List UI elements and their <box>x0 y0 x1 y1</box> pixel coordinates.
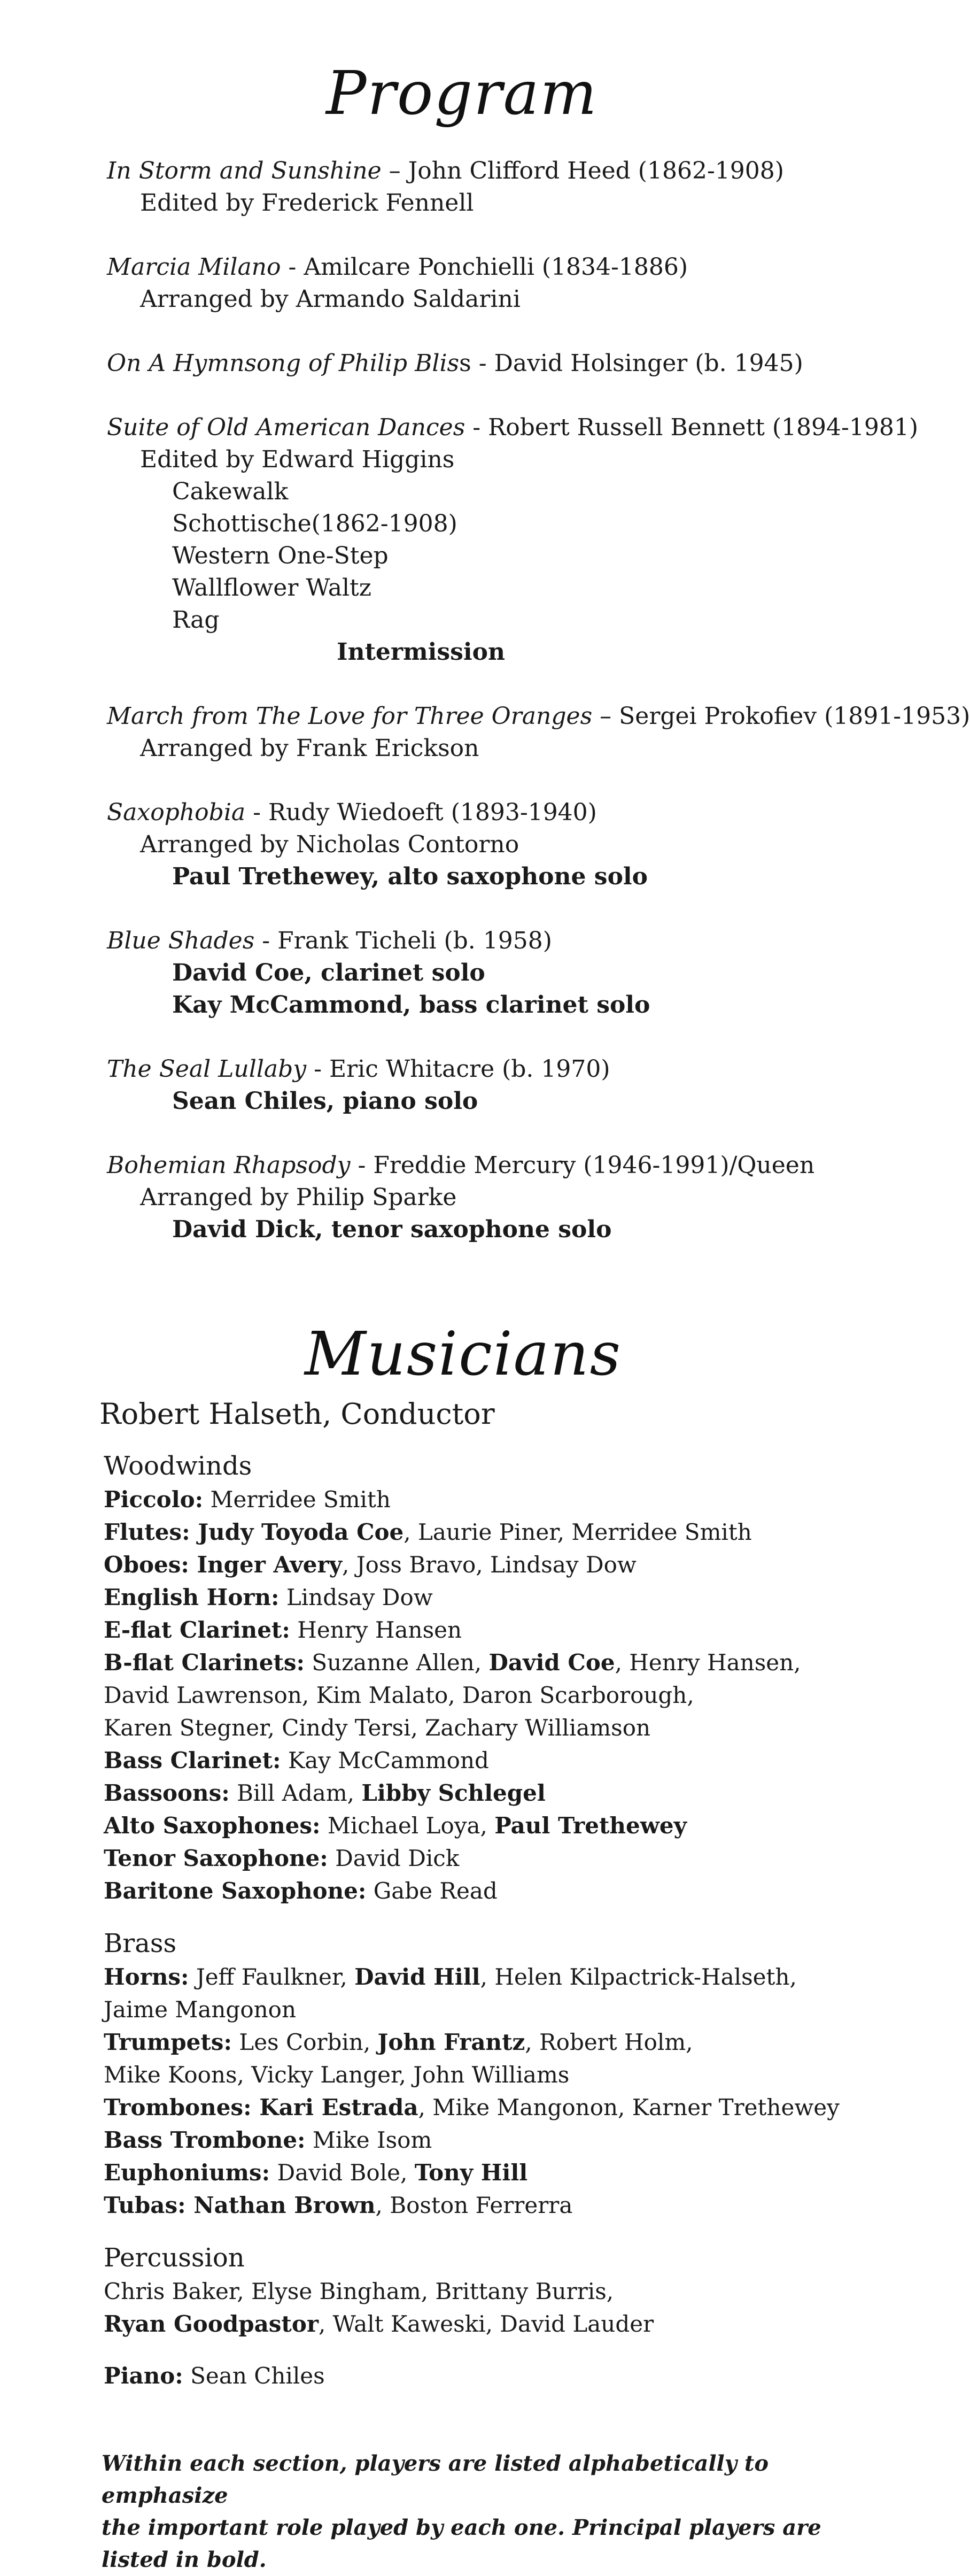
section-heading: Woodwinds <box>104 1451 252 1481</box>
principal-text: Piccolo: <box>104 1486 204 1513</box>
musician-line <box>104 1961 858 1993</box>
player-text: Karen Stegner, Cindy Tersi, Zachary Williamson <box>104 1715 651 1741</box>
player-text: Les Corbin, <box>231 2029 378 2055</box>
piece-movement: Wallflower Waltz <box>172 574 371 601</box>
piece-credit: Arranged by Philip Sparke <box>140 1184 457 1211</box>
principal-text: Bass Trombone: <box>104 2127 306 2153</box>
musician-section <box>99 2241 858 2340</box>
piece-soloist: Kay McCammond, bass clarinet solo <box>172 991 650 1019</box>
piece-soloist: Sean Chiles, piano solo <box>172 1088 478 1115</box>
piece-title-suffix: s <box>459 350 471 377</box>
piece-movement: Schottische(1862-1908) <box>172 510 457 537</box>
piece-title: Blue Shades <box>107 927 255 954</box>
player-text: Merridee Smith <box>203 1486 391 1513</box>
principal-text: English Horn: <box>104 1584 280 1610</box>
piece-title: Bohemian Rhapsody <box>107 1152 351 1179</box>
piece-title: Marcia Milano <box>107 253 281 281</box>
principal-text: Ryan Goodpastor <box>104 2311 319 2337</box>
musician-section <box>99 1449 858 1907</box>
intermission-label: Intermission <box>337 638 505 666</box>
player-text: Mike Isom <box>305 2127 432 2153</box>
player-text: Lindsay Dow <box>279 1584 433 1610</box>
piece-separator: - <box>306 1055 329 1083</box>
piece-separator: - <box>254 927 278 954</box>
player-text: , Helen Kilpactrick-Halseth, <box>480 1964 797 1990</box>
piece-separator: - <box>281 253 304 281</box>
piece-composer: Frank Ticheli (b. 1958) <box>277 927 552 954</box>
program-piece <box>107 1053 855 1117</box>
principal-text: Alto Saxophones: <box>104 1813 321 1839</box>
piece-composer: Rudy Wiedoeft (1893-1940) <box>268 799 597 826</box>
musician-line <box>104 2058 858 2091</box>
principal-text: Trumpets: <box>104 2029 232 2055</box>
program-piece <box>107 700 970 765</box>
musician-line <box>104 1581 858 1614</box>
principal-text: Tenor Saxophone: <box>104 1845 328 1871</box>
player-text: , Laurie Piner, Merridee Smith <box>403 1519 752 1545</box>
principal-text: Baritone Saxophone: <box>104 1878 367 1904</box>
sections <box>99 1449 858 2392</box>
principal-text: David Coe <box>488 1649 615 1676</box>
principal-text: Tubas: Nathan Brown <box>104 2192 376 2218</box>
principal-text: Trombones: Kari Estrada <box>104 2094 418 2120</box>
program-piece <box>107 348 855 380</box>
musicians-heading: Musicians <box>305 1320 622 1389</box>
program-heading: Program <box>326 59 598 128</box>
musician-line <box>104 1614 858 1646</box>
piece-title: The Seal Lullaby <box>107 1055 307 1083</box>
player-text: Henry Hansen <box>290 1617 462 1643</box>
musician-line <box>104 2156 858 2189</box>
piece-heading <box>107 412 919 444</box>
musician-line <box>104 1483 858 1516</box>
musician-line <box>104 2091 858 2124</box>
piece-credit: Arranged by Armando Saldarini <box>140 286 521 313</box>
section-heading: Brass <box>104 1929 177 1958</box>
piece-heading <box>107 925 855 957</box>
musician-line <box>104 1711 858 1744</box>
piece-credit: Arranged by Frank Erickson <box>140 735 479 762</box>
player-text: Chris Baker, Elyse Bingham, Brittany Burris, <box>104 2278 614 2304</box>
piece-title: March from The Love for Three Oranges <box>107 703 593 730</box>
musician-line <box>104 1646 858 1679</box>
piece-credit: Edited by Edward Higgins <box>140 446 455 473</box>
program-piece <box>107 155 855 219</box>
piece-title: On A Hymnsong of Philip Blis <box>107 350 460 377</box>
musician-line <box>104 1516 858 1548</box>
player-text: David Dick <box>328 1845 460 1871</box>
note-line: Within each section, players are listed alphabetically to emphasize <box>102 2451 769 2508</box>
principal-text: Euphoniums: <box>104 2159 270 2186</box>
piece-heading <box>107 348 855 380</box>
program-list <box>107 155 970 1278</box>
principal-text: David Hill <box>354 1964 480 1990</box>
principal-text: Piano: <box>104 2363 183 2389</box>
program-piece <box>107 797 855 893</box>
program-piece <box>107 925 855 1021</box>
principal-text: Flutes: Judy Toyoda Coe <box>104 1519 404 1545</box>
conductor: Robert Halseth, Conductor <box>99 1397 495 1431</box>
player-text: Jeff Faulkner, <box>189 1964 355 1990</box>
musician-line <box>104 1842 858 1875</box>
piece-separator: - <box>245 799 268 826</box>
musicians-list <box>99 1395 858 2411</box>
principal-text: Horns: <box>104 1964 189 1990</box>
piece-soloist: David Coe, clarinet solo <box>172 959 485 986</box>
piece-title: Saxophobia <box>107 799 246 826</box>
player-text: Bill Adam, <box>229 1780 362 1806</box>
musician-section <box>99 1926 858 2222</box>
piece-separator: – <box>592 703 619 730</box>
piece-movement: Rag <box>172 606 220 634</box>
musician-line <box>104 2308 858 2340</box>
principal-text: Bassoons: <box>104 1780 230 1806</box>
note-line: the important role played by each one. Principal players are listed in bold. <box>102 2515 821 2572</box>
piece-heading <box>107 251 855 283</box>
piece-title: In Storm and Sunshine <box>107 157 382 184</box>
musician-line <box>104 2124 858 2156</box>
player-text: Gabe Read <box>366 1878 498 1904</box>
player-text: David Lawrenson, Kim Malato, Daron Scarborough, <box>104 1682 694 1708</box>
principal-text: B-flat Clarinets: <box>104 1649 305 1676</box>
player-text: Kay McCammond <box>281 1747 489 1773</box>
principal-text: Oboes: Inger Avery <box>104 1552 343 1578</box>
musician-line <box>104 2189 858 2222</box>
piece-heading <box>107 155 855 187</box>
player-text: Jaime Mangonon <box>104 1996 296 2023</box>
player-text: , Joss Bravo, Lindsay Dow <box>342 1552 637 1578</box>
piece-soloist: David Dick, tenor saxophone solo <box>172 1216 612 1243</box>
principal-text: Bass Clarinet: <box>104 1747 281 1773</box>
piece-composer: Robert Russell Bennett (1894-1981) <box>488 414 919 441</box>
section-heading: Percussion <box>104 2243 245 2273</box>
player-text: Suzanne Allen, <box>304 1649 489 1676</box>
player-text: , Henry Hansen, <box>615 1649 801 1676</box>
piece-credit: Edited by Frederick Fennell <box>140 189 474 217</box>
piece-composer: John Clifford Heed (1862-1908) <box>408 157 784 184</box>
musician-line <box>104 2026 858 2058</box>
piece-composer: Freddie Mercury (1946-1991)/Queen <box>373 1152 815 1179</box>
piece-composer: David Holsinger (b. 1945) <box>494 350 803 377</box>
piece-heading <box>107 797 855 829</box>
piece-separator: - <box>471 350 494 377</box>
musician-line <box>104 2359 858 2392</box>
musician-line <box>104 2275 858 2308</box>
musician-section <box>99 2359 858 2392</box>
piece-heading <box>107 1053 855 1085</box>
roster-note <box>102 2448 860 2576</box>
principal-text: Paul Trethewey <box>494 1813 687 1839</box>
piece-separator: - <box>350 1152 374 1179</box>
program-piece <box>107 251 855 315</box>
piece-composer: Eric Whitacre (b. 1970) <box>329 1055 610 1083</box>
musician-line <box>104 1809 858 1842</box>
musician-line <box>104 1777 858 1809</box>
piece-composer: Sergei Prokofiev (1891-1953) <box>619 703 970 730</box>
player-text: David Bole, <box>270 2159 415 2186</box>
musician-line <box>104 1993 858 2026</box>
player-text: , Walt Kaweski, David Lauder <box>318 2311 654 2337</box>
musician-line <box>104 1744 858 1777</box>
musician-line <box>104 1548 858 1581</box>
piece-soloist: Paul Trethewey, alto saxophone solo <box>172 863 648 890</box>
piece-heading <box>107 700 970 732</box>
principal-text: E-flat Clarinet: <box>104 1617 290 1643</box>
player-text: Michael Loya, <box>320 1813 495 1839</box>
principal-text: John Frantz <box>377 2029 525 2055</box>
piece-composer: Amilcare Ponchielli (1834-1886) <box>304 253 688 281</box>
piece-heading <box>107 1150 855 1182</box>
principal-text: Libby Schlegel <box>361 1780 546 1806</box>
player-text: , Mike Mangonon, Karner Trethewey <box>418 2094 840 2120</box>
piece-movement: Western One-Step <box>172 542 389 569</box>
musician-line <box>104 1875 858 1907</box>
player-text: Sean Chiles <box>183 2363 325 2389</box>
piece-separator: – <box>381 157 408 184</box>
piece-credit: Arranged by Nicholas Contorno <box>140 831 519 858</box>
player-text: , Boston Ferrerra <box>375 2192 573 2218</box>
principal-text: Tony Hill <box>414 2159 528 2186</box>
program-piece <box>107 412 919 668</box>
program-piece <box>107 1150 855 1246</box>
piece-movement: Cakewalk <box>172 478 289 505</box>
player-text: , Robert Holm, <box>525 2029 693 2055</box>
player-text: Mike Koons, Vicky Langer, John Williams <box>104 2062 570 2088</box>
piece-title: Suite of Old American Dances <box>107 414 465 441</box>
musician-line <box>104 1679 858 1711</box>
piece-separator: - <box>465 414 488 441</box>
